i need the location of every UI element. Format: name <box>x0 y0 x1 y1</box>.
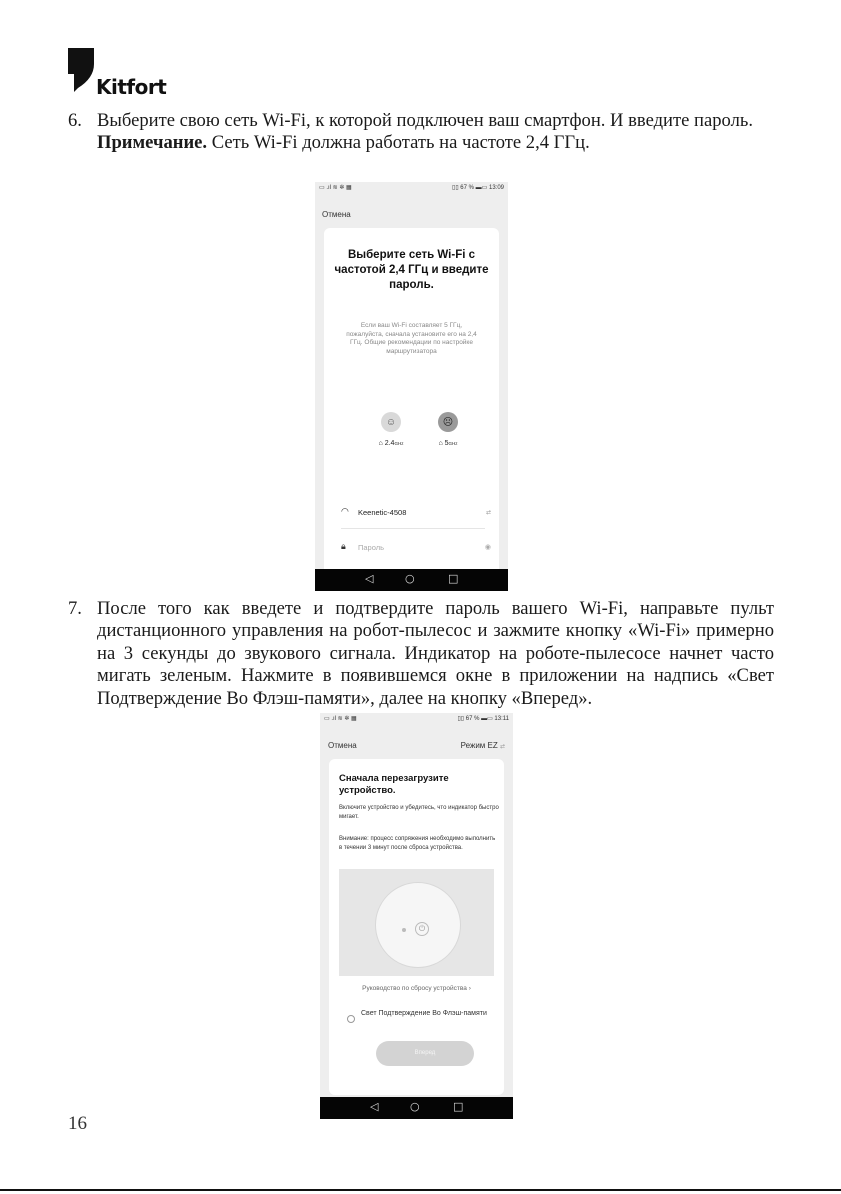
screen-title: Сначала перезагрузите устройство. <box>339 773 449 796</box>
indicator-dot <box>402 928 406 932</box>
status-battery-time: ▯▯ 67 % ▬▭ 13:11 <box>457 716 509 722</box>
eye-icon[interactable]: ◉ <box>484 544 491 551</box>
cancel-link[interactable]: Отмена <box>322 210 351 219</box>
step-7 <box>68 598 774 710</box>
swap-icon: ⇄ <box>499 744 505 750</box>
kitfort-logo-mark <box>68 48 96 92</box>
freq-value: 5 <box>444 440 449 447</box>
brand-name: Kitfort <box>96 75 167 99</box>
guide-link-label: Руководство по сбросу устройства <box>362 985 467 992</box>
screen-title: Выберите сеть Wi-Fi с частотой 2,4 ГГц и введите пароль. <box>334 249 489 291</box>
lock-icon: 🔒︎ <box>341 541 346 551</box>
bottom-rule <box>0 1189 841 1191</box>
step-number: 6. <box>68 110 82 131</box>
router-icon: ⌂ <box>378 440 383 447</box>
step-note <box>97 132 774 154</box>
freq-value: 2.4 <box>384 440 395 447</box>
back-icon[interactable]: ◁ <box>370 1100 379 1113</box>
reset-card <box>329 759 504 1095</box>
ez-mode-label: Режим EZ <box>460 741 498 750</box>
device-illustration <box>339 869 494 976</box>
password-field[interactable] <box>341 541 491 555</box>
freq-2-4-option <box>371 412 411 447</box>
network-name: Keenetic-4508 <box>358 508 407 517</box>
device-reset-screenshot <box>320 713 513 1119</box>
confirm-radio[interactable] <box>347 1015 355 1023</box>
step-6 <box>68 110 774 155</box>
wifi-icon: ◠ <box>341 506 349 516</box>
next-button[interactable]: Вперед <box>376 1041 474 1066</box>
step-text: После того как введете и подтвердите пароль вашего Wi-Fi, направьте пульт дистанционного управления на робот-пылесос и зажмите кнопку «Wi-Fi» примерно на 3 секунды до звукового сигнала. Индикатор на роботе-пылесосе начнет часто мигать зеленым. Нажмите в появившемся окне в приложении на надпись «Свет Подтверждение Во Флэш-памяти», далее на кнопку «Вперед». <box>97 598 774 709</box>
password-placeholder: Пароль <box>358 543 385 552</box>
freq-unit: GHz <box>394 441 404 446</box>
status-icons: ▭ .ıl ≋ ✲ ▦ <box>319 185 352 191</box>
nav-bar <box>320 1097 513 1119</box>
recents-icon[interactable]: □ <box>448 572 459 585</box>
happy-face-icon: ☺ <box>381 412 401 432</box>
ez-mode-link[interactable] <box>461 741 505 750</box>
step-number: 7. <box>68 598 82 619</box>
back-icon[interactable]: ◁ <box>365 572 374 585</box>
router-icon: ⌂ <box>438 440 443 447</box>
wifi-select-screenshot <box>315 182 508 591</box>
wifi-card <box>324 228 499 569</box>
freq-5-option <box>428 412 468 447</box>
confirm-label: Свет Подтверждение Во Флэш-памяти <box>361 1010 487 1017</box>
home-icon[interactable]: ○ <box>405 572 415 585</box>
step-text: Выберите свою сеть Wi-Fi, к которой подключен ваш смартфон. И введите пароль. <box>97 110 753 131</box>
status-bar <box>315 182 508 194</box>
note-text: Сеть Wi-Fi должна работать на частоте 2,4 ГГц. <box>207 132 590 154</box>
cancel-link[interactable]: Отмена <box>328 741 357 750</box>
instruction-text: Включите устройство и убедитесь, что индикатор быстро мигает. <box>339 805 499 820</box>
warning-text: Внимание: процесс сопряжения необходимо выполнить в течении 3 минут после сброса устройства. <box>339 836 496 851</box>
home-icon[interactable]: ○ <box>410 1100 420 1113</box>
freq-label <box>428 440 468 447</box>
screen-description: Если ваш Wi-Fi составляет 5 ГГц, пожалуйста, сначала установите его на 2,4 ГГц. Общие рекомендации по настройке маршрутизатора <box>346 322 477 356</box>
freq-unit: GHz <box>448 441 458 446</box>
divider <box>341 528 485 529</box>
note-label: Примечание. <box>97 132 208 154</box>
sad-face-icon: ☹ <box>438 412 458 432</box>
chevron-right-icon: › <box>468 985 471 992</box>
page-number: 16 <box>68 1113 87 1134</box>
power-icon: ⏻ <box>415 922 429 936</box>
status-bar <box>320 713 513 725</box>
confirm-radio-row[interactable] <box>347 1009 487 1031</box>
status-icons: ▭ .ıl ≋ ✲ ▦ <box>324 716 357 722</box>
nav-bar <box>315 569 508 591</box>
network-select-row[interactable] <box>341 506 491 520</box>
recents-icon[interactable]: □ <box>453 1100 464 1113</box>
kitfort-logo <box>68 48 168 98</box>
swap-icon[interactable]: ⇄ <box>485 510 491 516</box>
freq-label <box>371 440 411 447</box>
reset-guide-link[interactable] <box>329 985 504 992</box>
status-battery-time: ▯▯ 67 % ▬▭ 13:09 <box>452 185 504 191</box>
